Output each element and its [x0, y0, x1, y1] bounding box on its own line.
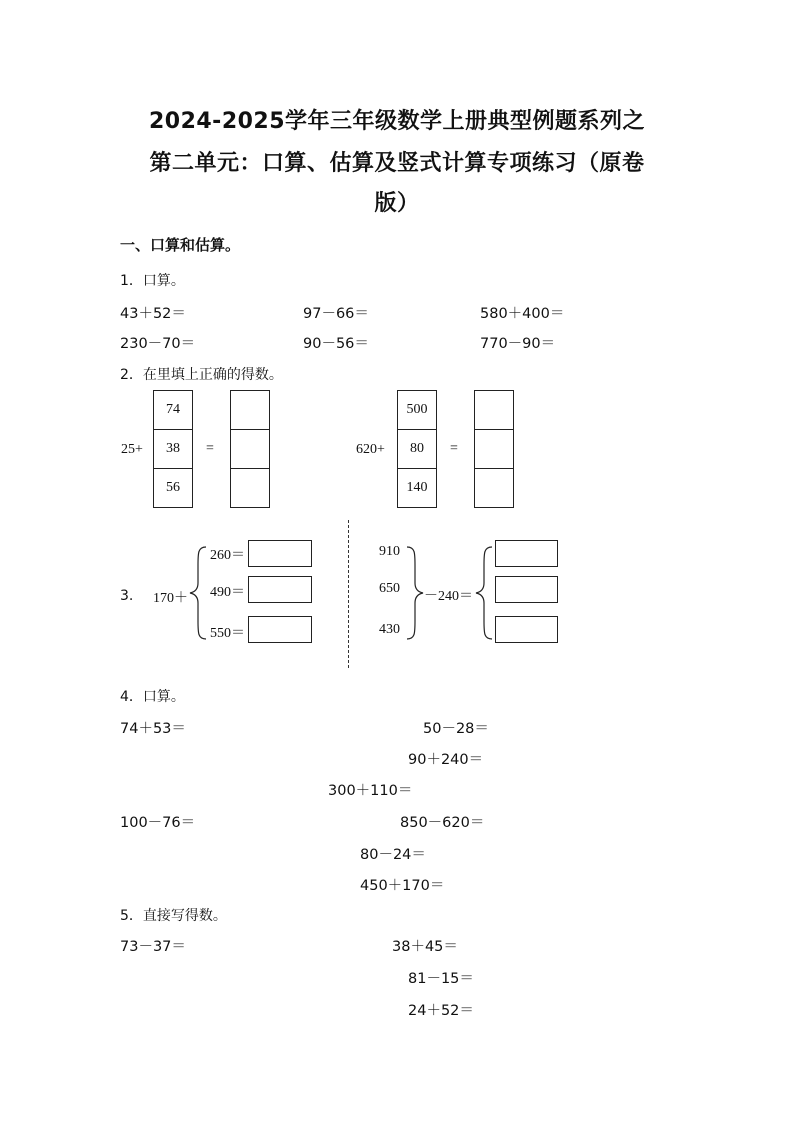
q3-right-number: 650 — [379, 581, 400, 596]
q3-left-expression: 490＝ — [210, 585, 245, 600]
q1-item: 770－90＝ — [480, 336, 556, 352]
q3-right-operation: －240＝ — [424, 589, 473, 604]
q2-left-equals: = — [206, 441, 214, 456]
question-4-label: 4．口算。 — [120, 689, 185, 705]
right-brace-icon — [405, 545, 425, 641]
q2-left-answer-box[interactable] — [230, 468, 270, 508]
q2-left-answer-box[interactable] — [230, 429, 270, 469]
q3-left-answer-box[interactable] — [248, 540, 312, 567]
q4-item: 850－620＝ — [400, 815, 485, 831]
q4-item: 80－24＝ — [360, 847, 426, 863]
q5-item: 81－15＝ — [408, 971, 474, 987]
vertical-dashed-divider — [348, 520, 349, 668]
q2-left-value-cell: 56 — [153, 468, 193, 508]
q2-right-value-cell: 500 — [397, 390, 437, 430]
q2-right-answer-box[interactable] — [474, 390, 514, 430]
q4-item: 74＋53＝ — [120, 721, 186, 737]
left-brace-icon — [188, 545, 208, 641]
q2-right-prefix: 620+ — [356, 442, 385, 457]
q2-right-answer-box[interactable] — [474, 429, 514, 469]
q3-left-answer-box[interactable] — [248, 616, 312, 643]
q4-item: 300＋110＝ — [328, 783, 413, 799]
q4-item: 100－76＝ — [120, 815, 196, 831]
q2-left-value-cell: 74 — [153, 390, 193, 430]
q2-left-value-cell: 38 — [153, 429, 193, 469]
q3-right-number: 910 — [379, 544, 400, 559]
question-5-label: 5．直接写得数。 — [120, 908, 227, 924]
q4-item: 450＋170＝ — [360, 878, 445, 894]
title-line-1: 2024-2025学年三年级数学上册典型例题系列之 — [148, 109, 646, 134]
question-1-label: 1．口算。 — [120, 273, 185, 289]
q1-item: 43＋52＝ — [120, 306, 186, 322]
q3-left-base: 170＋ — [153, 591, 188, 606]
q2-right-equals: = — [450, 441, 458, 456]
q3-right-answer-box[interactable] — [495, 576, 558, 603]
q2-left-prefix: 25+ — [121, 442, 143, 457]
q1-item: 230－70＝ — [120, 336, 196, 352]
q5-item: 73－37＝ — [120, 939, 186, 955]
title-line-2: 第二单元：口算、估算及竖式计算专项练习（原卷 — [149, 151, 645, 176]
q2-right-value-cell: 140 — [397, 468, 437, 508]
q3-left-answer-box[interactable] — [248, 576, 312, 603]
q3-right-number: 430 — [379, 622, 400, 637]
title-line-3: 版） — [374, 191, 420, 216]
q4-item: 50－28＝ — [423, 721, 489, 737]
q1-item: 580＋400＝ — [480, 306, 565, 322]
q3-left-expression: 550＝ — [210, 626, 245, 641]
q3-right-answer-box[interactable] — [495, 616, 558, 643]
q3-right-answer-box[interactable] — [495, 540, 558, 567]
q2-left-answer-box[interactable] — [230, 390, 270, 430]
q2-right-value-cell: 80 — [397, 429, 437, 469]
q5-item: 24＋52＝ — [408, 1003, 474, 1019]
q1-item: 97－66＝ — [303, 306, 369, 322]
q4-item: 90＋240＝ — [408, 752, 484, 768]
left-brace-icon — [474, 545, 494, 641]
q3-left-expression: 260＝ — [210, 548, 245, 563]
q5-item: 38＋45＝ — [392, 939, 458, 955]
question-3-label: 3. — [120, 588, 134, 604]
q2-right-answer-box[interactable] — [474, 468, 514, 508]
q1-item: 90－56＝ — [303, 336, 369, 352]
section-heading: 一、口算和估算。 — [120, 236, 241, 254]
question-2-label: 2．在里填上正确的得数。 — [120, 367, 283, 383]
